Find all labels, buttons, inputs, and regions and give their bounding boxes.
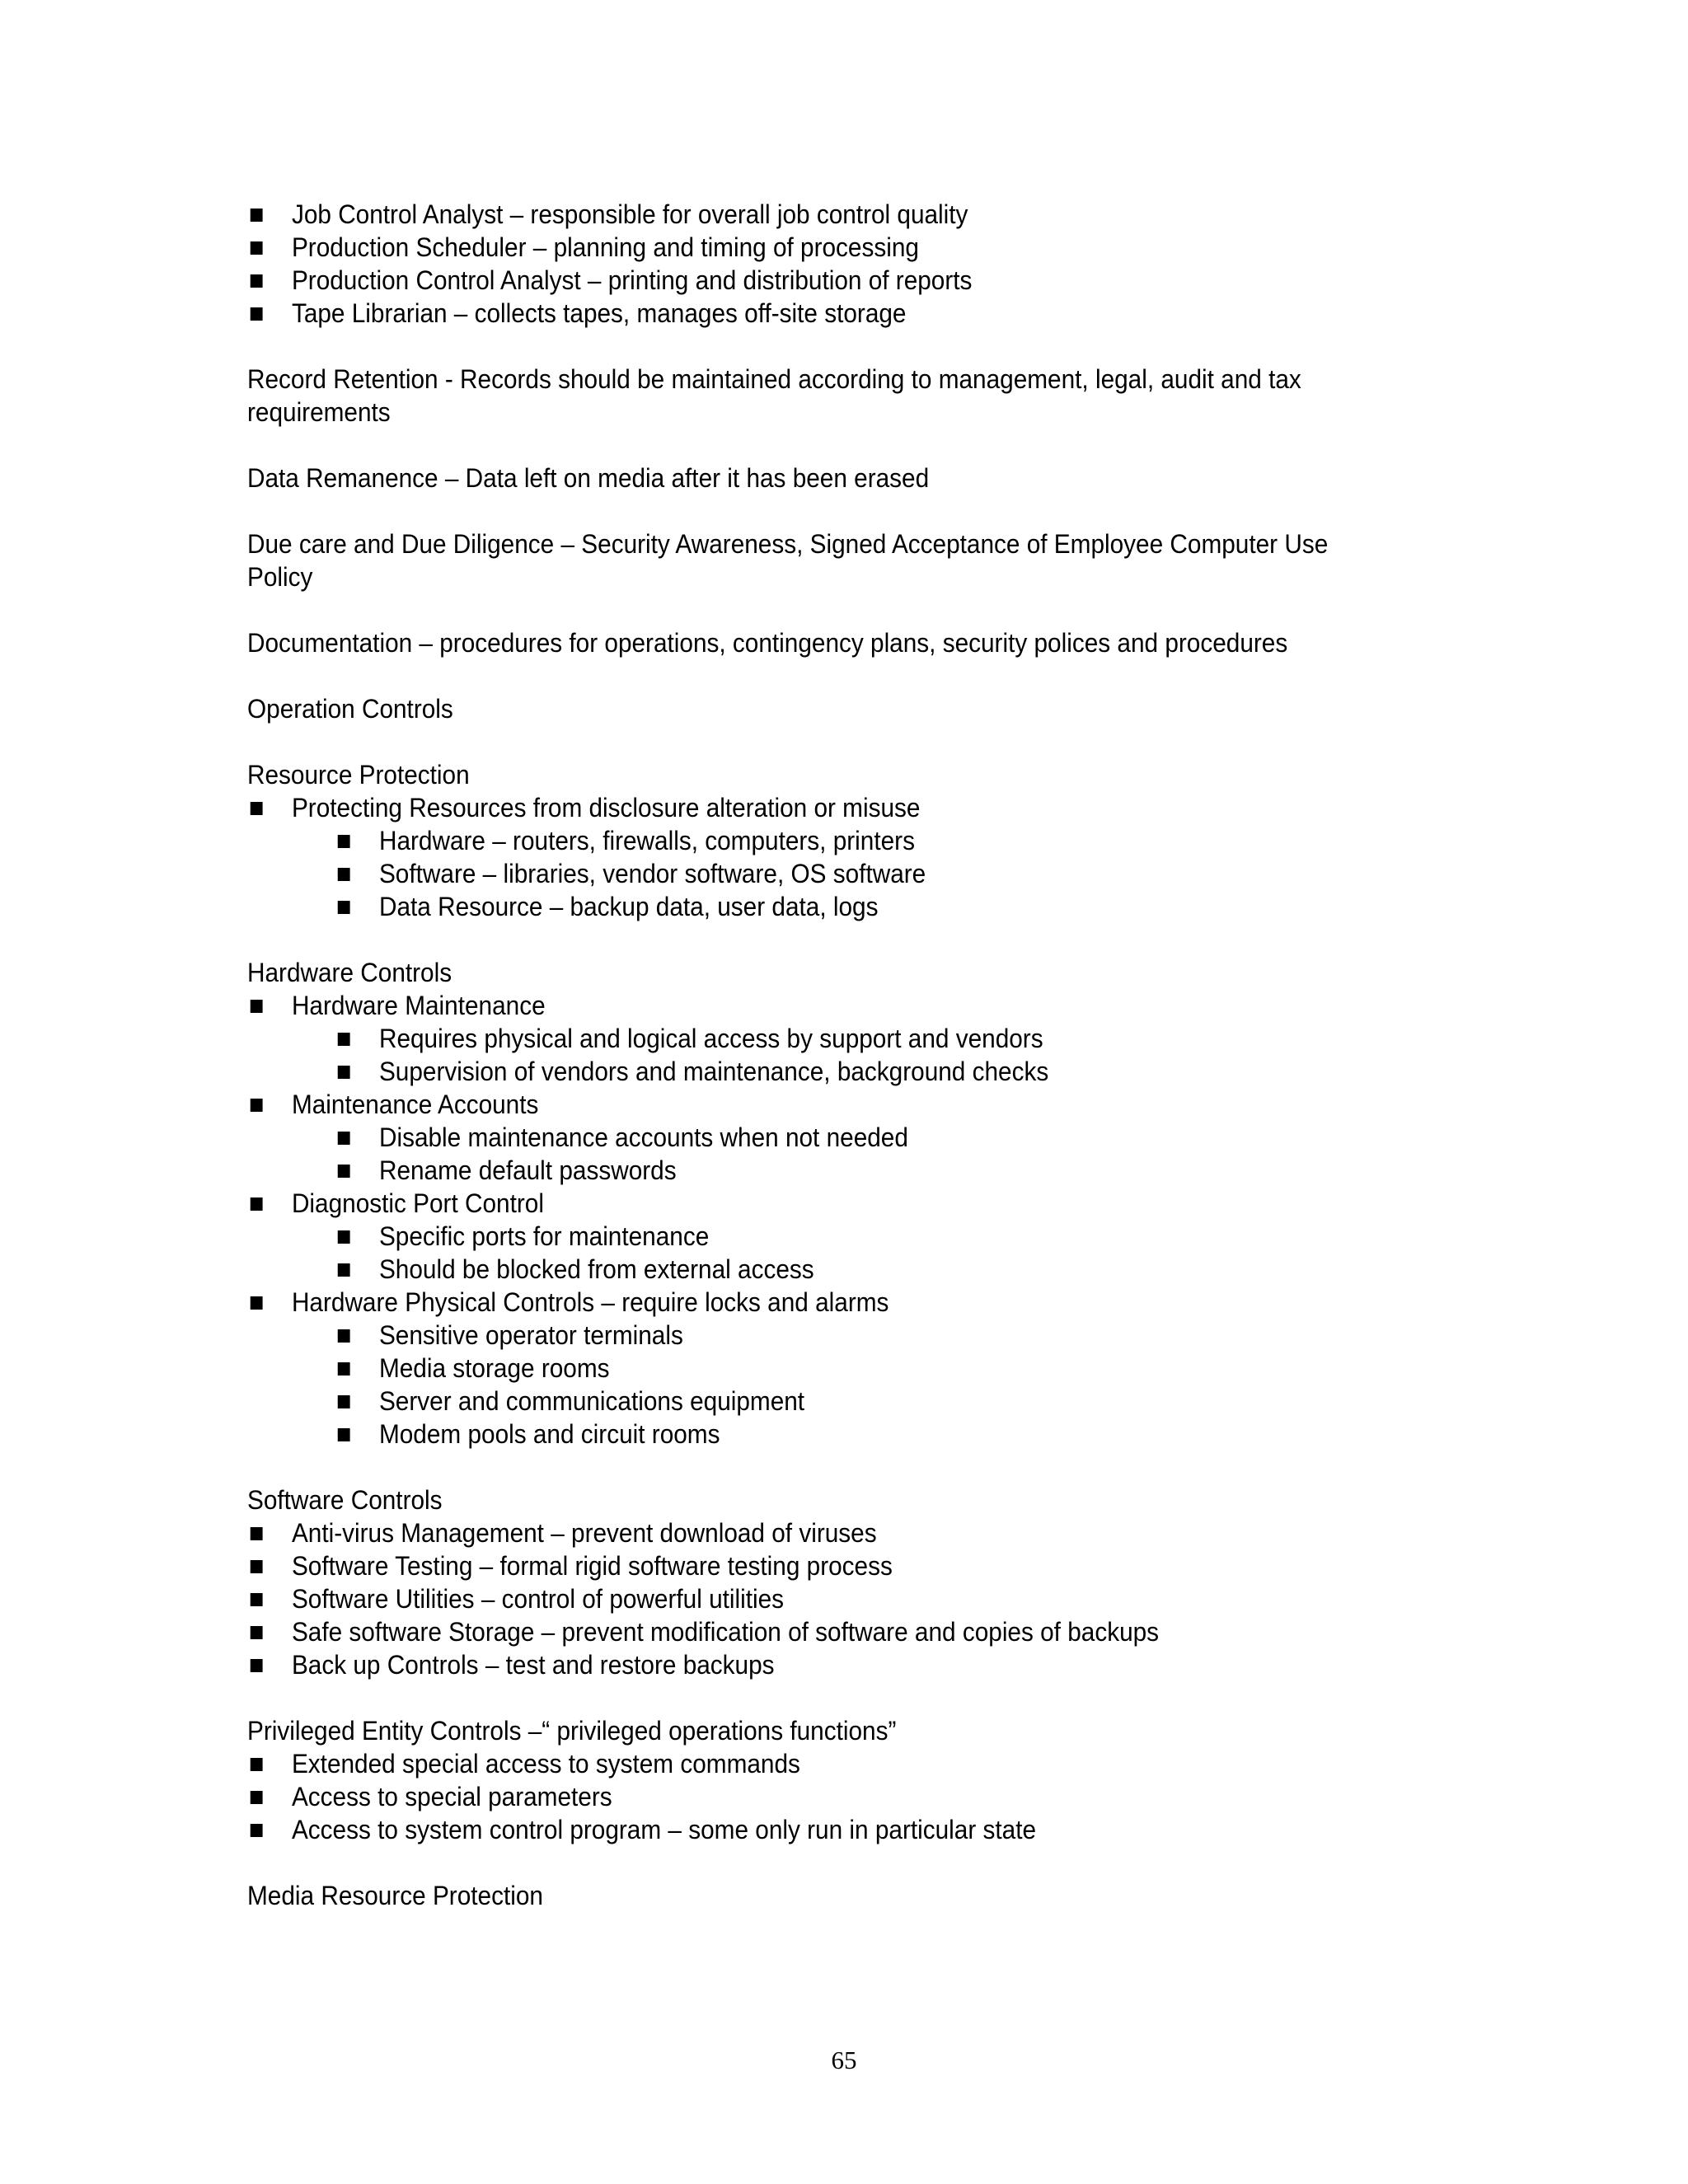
page-content xyxy=(247,198,1381,1912)
bullet-square-icon xyxy=(251,1560,263,1573)
sub-list-item-text: Modem pools and circuit rooms xyxy=(378,1419,720,1449)
list-item xyxy=(247,1615,1381,1648)
bullet-square-icon xyxy=(338,1165,350,1178)
media-resource-protection-heading: Media Resource Protection xyxy=(247,1881,543,1910)
sub-list-item xyxy=(335,1154,1381,1187)
list-item-text: Software Utilities – control of powerful utilities xyxy=(291,1584,785,1614)
resource-protection-list xyxy=(247,791,1381,923)
data-remanence-paragraph: Data Remanence – Data left on media after it has been erased xyxy=(247,463,930,493)
roles-list xyxy=(247,198,1381,330)
sub-list xyxy=(335,1121,1381,1187)
list-item-text: Anti-virus Management – prevent download of viruses xyxy=(291,1518,877,1548)
bullet-square-icon xyxy=(338,1395,350,1408)
bullet-square-icon xyxy=(251,241,263,255)
bullet-square-icon xyxy=(251,1296,263,1310)
sub-list xyxy=(335,1022,1381,1088)
sub-list-item-text: Media storage rooms xyxy=(378,1353,610,1383)
documentation-paragraph: Documentation – procedures for operations, contingency plans, security polices and procedures xyxy=(247,628,1288,658)
bullet-square-icon xyxy=(251,1824,263,1837)
list-item xyxy=(247,297,1381,330)
sub-list-item-text: Requires physical and logical access by support and vendors xyxy=(378,1024,1043,1053)
sub-list-item-text: Disable maintenance accounts when not needed xyxy=(378,1122,908,1152)
list-item-text: Access to system control program – some only run in particular state xyxy=(291,1815,1037,1844)
list-item-text: Production Scheduler – planning and timing of processing xyxy=(291,232,919,262)
list-item-text: Maintenance Accounts xyxy=(291,1090,539,1119)
operation-controls-heading: Operation Controls xyxy=(247,694,453,724)
bullet-square-icon xyxy=(338,1263,350,1277)
sub-list-item-text: Specific ports for maintenance xyxy=(378,1221,710,1251)
bullet-square-icon xyxy=(251,307,263,321)
bullet-square-icon xyxy=(251,1791,263,1804)
list-item xyxy=(247,1286,1381,1451)
bullet-square-icon xyxy=(338,1230,350,1244)
sub-list-item-text: Rename default passwords xyxy=(378,1155,677,1185)
list-item xyxy=(247,231,1381,264)
list-item xyxy=(247,198,1381,231)
sub-list-item xyxy=(335,1319,1381,1352)
sub-list-item xyxy=(335,1121,1381,1154)
list-item xyxy=(247,264,1381,297)
list-item xyxy=(247,1088,1381,1187)
bullet-square-icon xyxy=(251,1000,263,1013)
sub-list-item-text: Software – libraries, vendor software, OS software xyxy=(378,859,926,888)
list-item-text: Production Control Analyst – printing and distribution of reports xyxy=(291,265,973,295)
due-care-paragraph: Due care and Due Diligence – Security Awareness, Signed Acceptance of Employee Computer Use Policy xyxy=(247,529,1329,592)
bullet-square-icon xyxy=(251,1659,263,1672)
list-item-text: Hardware Maintenance xyxy=(291,991,546,1020)
list-item xyxy=(247,1187,1381,1286)
list-item xyxy=(247,1516,1381,1549)
list-item xyxy=(247,1747,1381,1780)
list-item-text: Access to special parameters xyxy=(291,1782,612,1811)
sub-list-item-text: Sensitive operator terminals xyxy=(378,1320,683,1350)
bullet-square-icon xyxy=(338,1132,350,1145)
page-number: 65 xyxy=(831,2046,857,2074)
sub-list-item xyxy=(335,1352,1381,1385)
bullet-square-icon xyxy=(338,1066,350,1079)
sub-list xyxy=(335,1220,1381,1286)
software-controls-list xyxy=(247,1516,1381,1681)
sub-list-item-text: Hardware – routers, firewalls, computers, printers xyxy=(378,826,915,855)
sub-list xyxy=(335,1319,1381,1451)
sub-list xyxy=(335,824,1381,923)
sub-list-item xyxy=(335,857,1381,890)
bullet-square-icon xyxy=(338,868,350,881)
record-retention-paragraph: Record Retention - Records should be maintained according to management, legal, audit and tax requirements xyxy=(247,364,1301,427)
bullet-square-icon xyxy=(251,1626,263,1639)
bullet-square-icon xyxy=(251,1527,263,1540)
sub-list-item xyxy=(335,890,1381,923)
bullet-square-icon xyxy=(338,1362,350,1376)
hardware-controls-list xyxy=(247,989,1381,1451)
sub-list-item-text: Data Resource – backup data, user data, logs xyxy=(378,892,879,921)
list-item-text: Back up Controls – test and restore backups xyxy=(291,1650,775,1680)
list-item xyxy=(247,1813,1381,1846)
list-item-text: Diagnostic Port Control xyxy=(291,1188,544,1218)
bullet-square-icon xyxy=(338,835,350,848)
list-item xyxy=(247,989,1381,1088)
sub-list-item xyxy=(335,1022,1381,1055)
list-item-text: Protecting Resources from disclosure alteration or misuse xyxy=(291,793,921,823)
privileged-entity-controls-heading: Privileged Entity Controls –“ privileged operations functions” xyxy=(247,1716,897,1746)
list-item xyxy=(247,791,1381,923)
list-item-text: Hardware Physical Controls – require locks and alarms xyxy=(291,1287,889,1317)
list-item-text: Tape Librarian – collects tapes, manages off-site storage xyxy=(291,298,907,328)
list-item-text: Safe software Storage – prevent modification of software and copies of backups xyxy=(291,1617,1160,1647)
bullet-square-icon xyxy=(338,901,350,914)
sub-list-item xyxy=(335,824,1381,857)
bullet-square-icon xyxy=(251,802,263,815)
sub-list-item xyxy=(335,1055,1381,1088)
sub-list-item xyxy=(335,1220,1381,1253)
bullet-square-icon xyxy=(338,1329,350,1343)
sub-list-item xyxy=(335,1253,1381,1286)
bullet-square-icon xyxy=(251,209,263,222)
list-item xyxy=(247,1549,1381,1582)
software-controls-heading: Software Controls xyxy=(247,1485,443,1515)
hardware-controls-heading: Hardware Controls xyxy=(247,958,452,987)
resource-protection-heading: Resource Protection xyxy=(247,760,470,790)
list-item xyxy=(247,1648,1381,1681)
list-item-text: Extended special access to system commands xyxy=(291,1749,800,1779)
sub-list-item xyxy=(335,1385,1381,1418)
bullet-square-icon xyxy=(251,1099,263,1112)
sub-list-item-text: Supervision of vendors and maintenance, background checks xyxy=(378,1057,1049,1086)
list-item-text: Software Testing – formal rigid software testing process xyxy=(291,1551,893,1581)
bullet-square-icon xyxy=(251,1197,263,1211)
sub-list-item-text: Server and communications equipment xyxy=(378,1386,805,1416)
bullet-square-icon xyxy=(338,1033,350,1046)
bullet-square-icon xyxy=(338,1428,350,1441)
bullet-square-icon xyxy=(251,274,263,288)
privileged-entity-controls-list xyxy=(247,1747,1381,1846)
bullet-square-icon xyxy=(251,1758,263,1771)
list-item xyxy=(247,1582,1381,1615)
sub-list-item-text: Should be blocked from external access xyxy=(378,1254,814,1284)
list-item-text: Job Control Analyst – responsible for overall job control quality xyxy=(291,199,968,229)
bullet-square-icon xyxy=(251,1593,263,1606)
list-item xyxy=(247,1780,1381,1813)
sub-list-item xyxy=(335,1418,1381,1451)
